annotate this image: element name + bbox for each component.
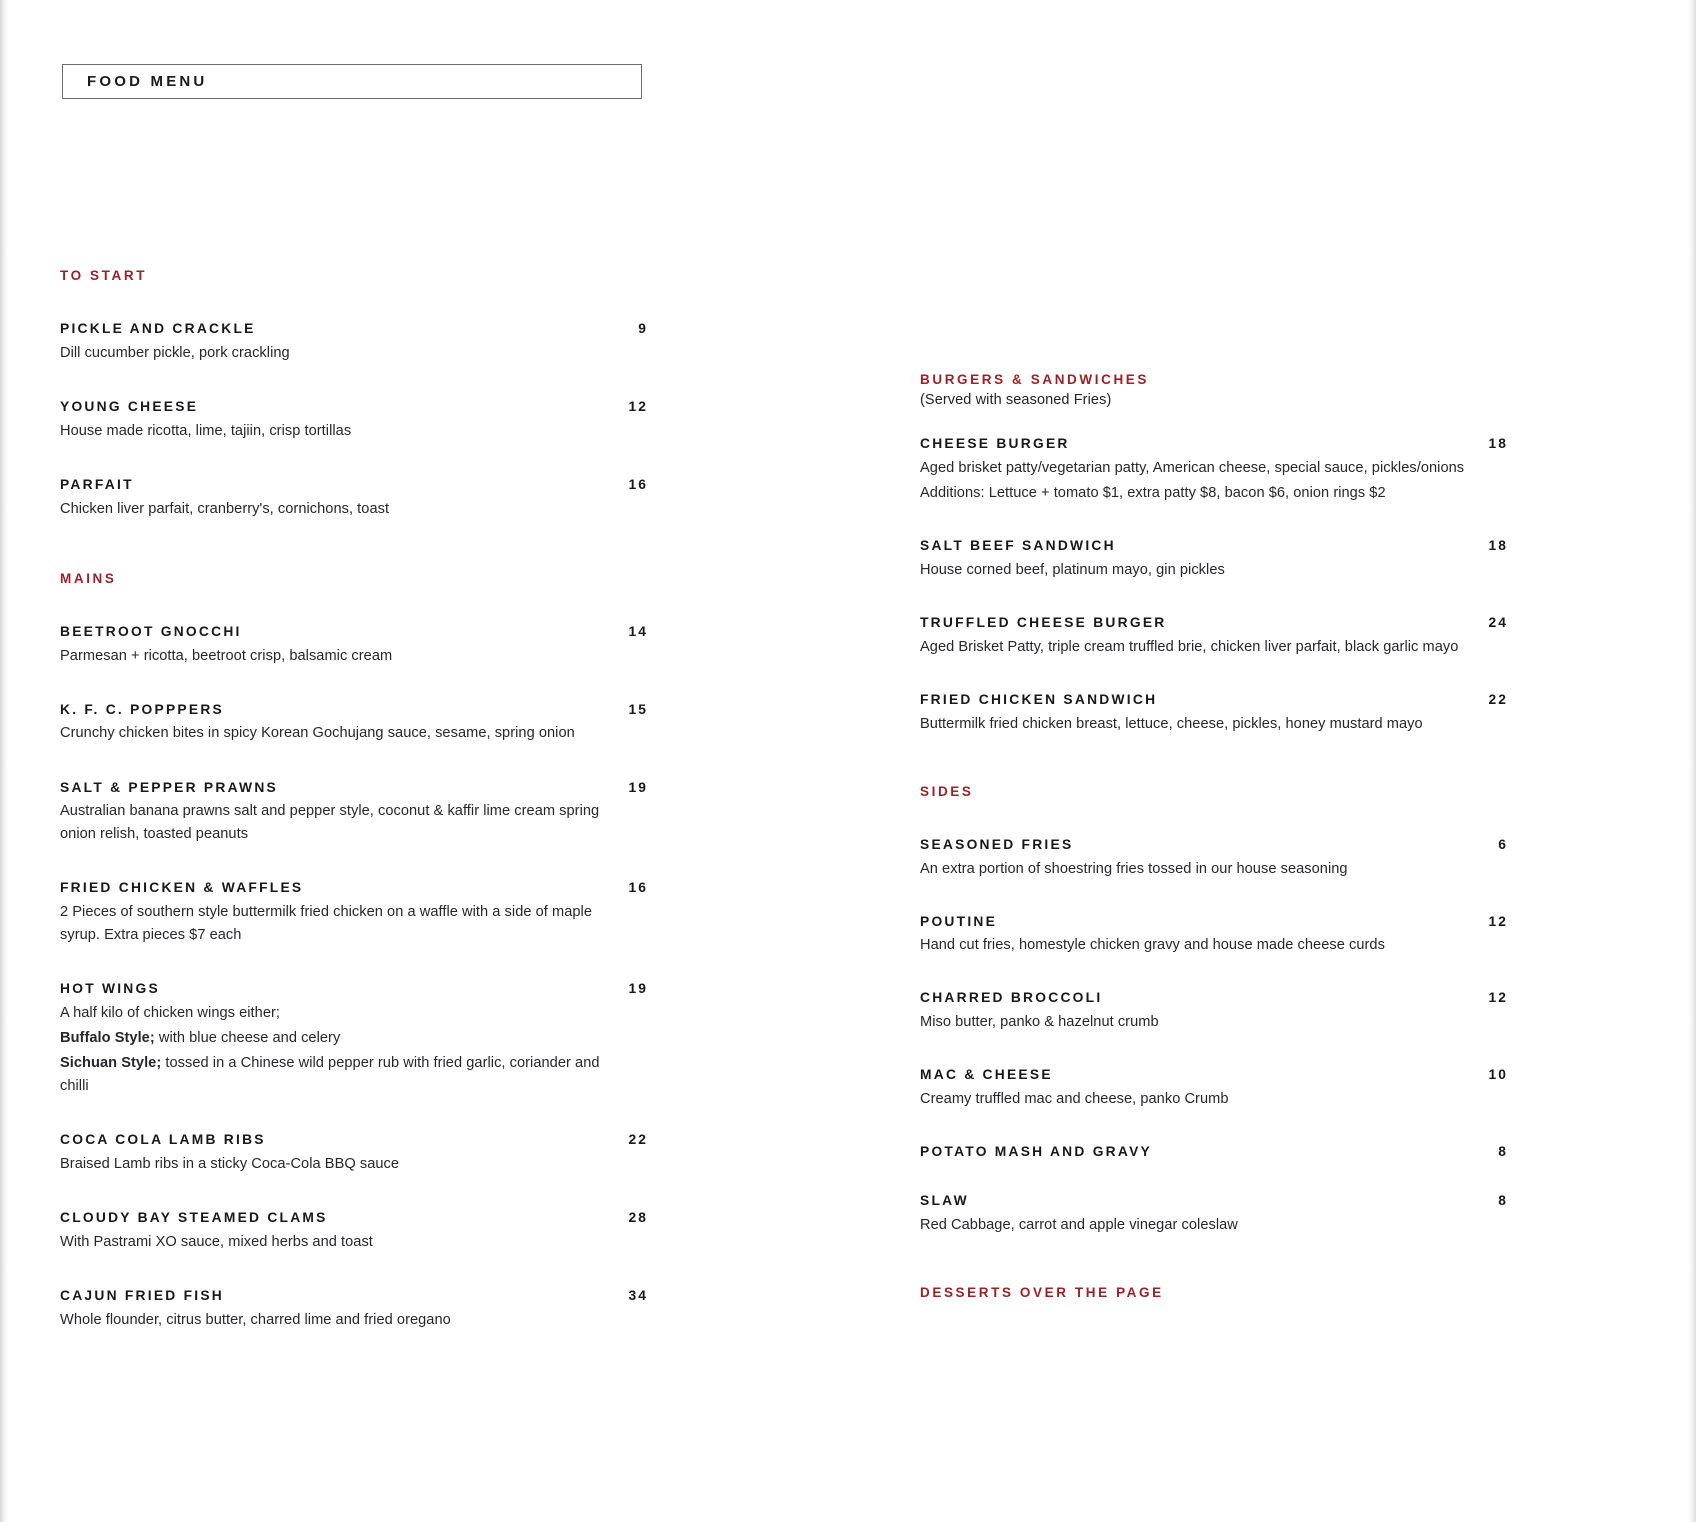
- menu-item: [60, 1210, 648, 1254]
- menu-item-price: 16: [628, 476, 648, 492]
- menu-item-name: HOT WINGS: [60, 981, 160, 997]
- menu-item-price: 28: [628, 1210, 648, 1226]
- menu-item-price: 19: [628, 981, 648, 997]
- menu-item: [60, 477, 648, 521]
- menu-item-header: [920, 914, 1508, 930]
- menu-item-header: [60, 702, 648, 718]
- menu-item-description: A half kilo of chicken wings either;: [60, 1005, 281, 1022]
- menu-item: [60, 1288, 648, 1332]
- menu-item-name: SALT BEEF SANDWICH: [920, 537, 1116, 553]
- menu-item-description: Hand cut fries, homestyle chicken gravy and house made cheese curds: [920, 937, 1385, 954]
- page-edge-right: [1688, 0, 1696, 1522]
- menu-item-description: Red Cabbage, carrot and apple vinegar coleslaw: [920, 1217, 1238, 1234]
- menu-item: [60, 780, 648, 847]
- menu-item-description: Aged brisket patty/vegetarian patty, American cheese, special sauce, pickles/onions: [920, 459, 1465, 476]
- menu-item-style-line: [60, 1027, 620, 1050]
- menu-item-description: Australian banana prawns salt and pepper style, coconut & kaffir lime cream spring onion relish, toasted peanuts: [60, 803, 600, 843]
- menu-item-price: 15: [628, 701, 648, 717]
- section-heading: TO START: [60, 268, 148, 283]
- menu-item-header: [60, 399, 648, 415]
- menu-item-description: House made ricotta, lime, tajiin, crisp tortillas: [60, 422, 352, 439]
- section-heading: MAINS: [60, 570, 117, 586]
- menu-item: [60, 399, 648, 443]
- menu-item-price: 16: [628, 880, 648, 896]
- menu-item-name: PARFAIT: [60, 476, 134, 492]
- menu-item-header: [920, 692, 1508, 708]
- menu-item-description: Crunchy chicken bites in spicy Korean Gochujang sauce, sesame, spring onion: [60, 725, 575, 742]
- menu-item-description: Buttermilk fried chicken breast, lettuce, cheese, pickles, honey mustard mayo: [920, 715, 1423, 732]
- menu-item-header: [60, 477, 648, 493]
- menu-item-header: [60, 780, 648, 796]
- menu-item: [920, 1144, 1508, 1160]
- menu-item: [60, 981, 648, 1098]
- menu-item-list: [60, 321, 648, 521]
- menu-item: [60, 321, 648, 365]
- menu-item-description: Chicken liver parfait, cranberry's, cornichons, toast: [60, 500, 390, 517]
- menu-item: [920, 538, 1508, 582]
- menu-item-list: [60, 624, 648, 1332]
- menu-item-price: 34: [628, 1288, 648, 1304]
- menu-item-description: Whole flounder, citrus butter, charred lime and fried oregano: [60, 1312, 451, 1329]
- menu-item-name: CAJUN FRIED FISH: [60, 1288, 225, 1304]
- menu-item-style-line: [60, 1052, 620, 1098]
- menu-item-name: BEETROOT GNOCCHI: [60, 623, 242, 639]
- menu-item-name: TRUFFLED CHEESE BURGER: [920, 614, 1167, 630]
- section-heading: SIDES: [920, 783, 974, 799]
- section-heading: BURGERS & SANDWICHES: [920, 372, 1150, 387]
- menu-item-additions: Additions: Lettuce + tomato $1, extra patty $8, bacon $6, onion rings $2: [920, 484, 1386, 501]
- menu-item-price: 18: [1488, 537, 1508, 553]
- menu-item-header: [920, 1067, 1508, 1083]
- menu-item-price: 12: [1488, 990, 1508, 1006]
- menu-item: [920, 914, 1508, 958]
- menu-item: [60, 1132, 648, 1176]
- desserts-footer-note: DESSERTS OVER THE PAGE: [920, 1285, 1164, 1301]
- menu-item: [60, 702, 648, 746]
- menu-item-header: [60, 1132, 648, 1148]
- section-note: (Served with seasoned Fries): [920, 392, 1112, 408]
- menu-item-price: 8: [1498, 1193, 1508, 1209]
- menu-item-header: [920, 436, 1508, 452]
- menu-item-price: 12: [628, 398, 648, 414]
- menu-item-header: [920, 990, 1508, 1006]
- menu-item-name: CHARRED BROCCOLI: [920, 990, 1103, 1006]
- menu-item-description: Parmesan + ricotta, beetroot crisp, balsamic cream: [60, 647, 393, 664]
- menu-item-price: 12: [1488, 913, 1508, 929]
- menu-item: [920, 990, 1508, 1034]
- menu-item-description: Miso butter, panko & hazelnut crumb: [920, 1014, 1159, 1031]
- menu-item-header: [60, 981, 648, 997]
- menu-item-header: [920, 837, 1508, 853]
- menu-item-price: 14: [628, 623, 648, 639]
- menu-item-header: [60, 1288, 648, 1304]
- style-description: tossed in a Chinese wild pepper rub with fried garlic, coriander and chilli: [60, 1055, 600, 1095]
- menu-item-description: 2 Pieces of southern style buttermilk fried chicken on a waffle with a side of maple syrup. Extra pieces $7 each: [60, 904, 593, 944]
- menu-item-price: 24: [1488, 614, 1508, 630]
- menu-item-list: [920, 436, 1508, 736]
- menu-item: [920, 692, 1508, 736]
- menu-item-name: POTATO MASH AND GRAVY: [920, 1144, 1152, 1160]
- menu-item-price: 9: [638, 321, 648, 336]
- menu-item-header: [60, 1210, 648, 1226]
- menu-item-price: 22: [628, 1132, 648, 1148]
- menu-item: [920, 615, 1508, 659]
- menu-item-header: [60, 321, 648, 337]
- menu-item-description: With Pastrami XO sauce, mixed herbs and toast: [60, 1234, 373, 1251]
- menu-item-description: Braised Lamb ribs in a sticky Coca-Cola BBQ sauce: [60, 1156, 400, 1173]
- menu-item-price: 22: [1488, 691, 1508, 707]
- menu-item-name: YOUNG CHEESE: [60, 398, 199, 414]
- menu-item-header: [920, 538, 1508, 554]
- style-label: Buffalo Style;: [60, 1030, 155, 1047]
- menu-item-price: 19: [628, 779, 648, 795]
- menu-item-description: House corned beef, platinum mayo, gin pickles: [920, 561, 1225, 578]
- menu-item-header: [920, 1144, 1508, 1160]
- menu-item-price: 10: [1488, 1067, 1508, 1083]
- menu-item-header: [60, 880, 648, 896]
- menu-item-header: [920, 615, 1508, 631]
- menu-item-name: MAC & CHEESE: [920, 1067, 1053, 1083]
- menu-item-name: K. F. C. POPPPERS: [60, 701, 224, 717]
- menu-item-description: Dill cucumber pickle, pork crackling: [60, 344, 290, 361]
- menu-item: [60, 880, 648, 947]
- menu-item-price: 8: [1498, 1144, 1508, 1160]
- food-menu-title-box: [62, 64, 642, 99]
- page-edge-left: [0, 0, 8, 1522]
- menu-item-description: Creamy truffled mac and cheese, panko Crumb: [920, 1091, 1229, 1108]
- menu-item-description: Aged Brisket Patty, triple cream truffled brie, chicken liver parfait, black garlic mayo: [920, 638, 1459, 655]
- menu-item-description: An extra portion of shoestring fries tossed in our house seasoning: [920, 860, 1348, 877]
- menu-item-name: FRIED CHICKEN & WAFFLES: [60, 880, 304, 896]
- menu-item-name: COCA COLA LAMB RIBS: [60, 1132, 266, 1148]
- menu-item: [920, 436, 1508, 505]
- menu-item-name: SLAW: [920, 1193, 969, 1209]
- menu-item-list: [920, 837, 1508, 1237]
- menu-item-name: FRIED CHICKEN SANDWICH: [920, 691, 1158, 707]
- menu-item-header: [920, 1193, 1508, 1209]
- menu-section: [60, 571, 648, 1332]
- menu-section: [60, 268, 648, 521]
- page-title: FOOD MENU: [87, 73, 208, 90]
- menu-item: [920, 1193, 1508, 1237]
- menu-item-header: [60, 624, 648, 640]
- menu-item: [920, 1067, 1508, 1111]
- menu-item-name: POUTINE: [920, 913, 998, 929]
- style-description: with blue cheese and celery: [154, 1030, 341, 1047]
- menu-item: [60, 624, 648, 668]
- menu-item-name: SEASONED FRIES: [920, 836, 1074, 852]
- menu-section: [920, 372, 1508, 736]
- menu-item-name: CHEESE BURGER: [920, 436, 1070, 451]
- menu-item-name: CLOUDY BAY STEAMED CLAMS: [60, 1210, 328, 1226]
- menu-section: [920, 784, 1508, 1237]
- menu-item: [920, 837, 1508, 881]
- menu-item-price: 18: [1488, 436, 1508, 451]
- menu-item-name: SALT & PEPPER PRAWNS: [60, 779, 278, 795]
- menu-item-price: 6: [1498, 836, 1508, 852]
- menu-item-name: PICKLE AND CRACKLE: [60, 321, 256, 336]
- style-label: Sichuan Style;: [60, 1055, 162, 1072]
